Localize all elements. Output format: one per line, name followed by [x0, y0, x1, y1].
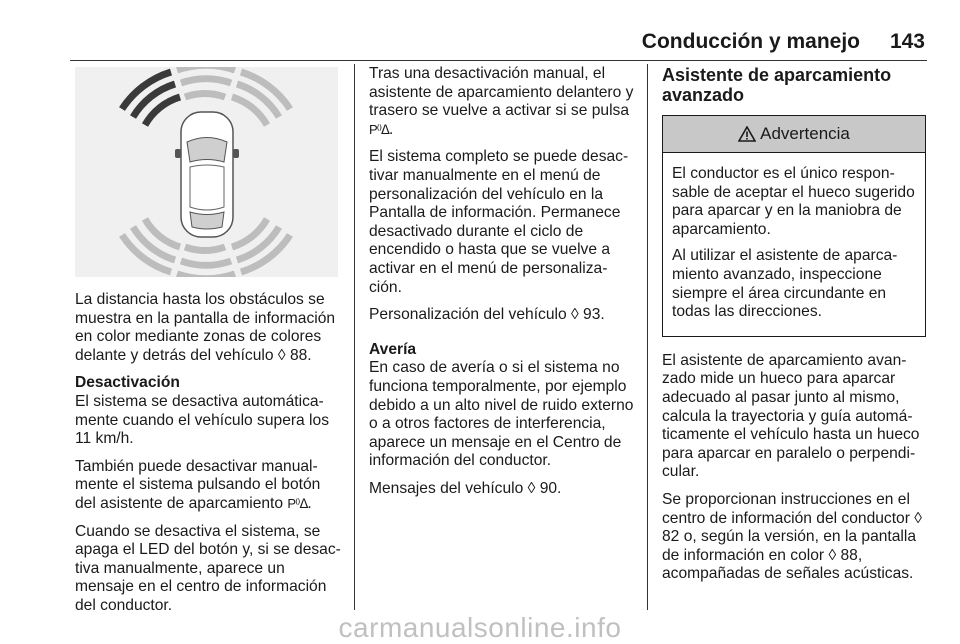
reactivation-text: Tras una desactivación manual, el asistente de aparcamiento delantero y trasero se vuelve a activar si se pulsa P⁽⁾ᐃ. — [369, 65, 634, 138]
deactivation-text-1: El sistema se desactiva automáticamente cuando el vehículo supera los 11 km/h. — [75, 392, 329, 448]
deactivation-text-3: Cuando se desactiva el sistema, se apaga el LED del botón y, si se desactiva manualmente, aparece un mensaje en el centro de información del conductor. — [75, 522, 341, 614]
section-title: Asistente de aparcamiento avanzado — [662, 65, 892, 105]
parking-sensor-figure — [75, 67, 338, 277]
personalization-reference: Personalización del vehículo ◊ 93. — [369, 306, 605, 324]
page-header-title: Conducción y manejo — [641, 30, 860, 53]
warning-triangle-icon — [738, 126, 756, 142]
warning-label: Advertencia — [760, 123, 850, 143]
warning-text-1: El conductor es el único responsable de aceptar el hueco sugerido para aparcar y en la maniobra de aparcamiento. — [672, 165, 915, 238]
warning-text-2: Al utilizar el asistente de aparcamiento avanzado, inspeccione siempre el área circundante en todas las direcciones. — [672, 247, 898, 321]
page-reference: 88. — [289, 346, 312, 364]
reference-arrow-icon: ◊ — [570, 306, 579, 324]
advanced-assist-text-1: El asistente de aparcamiento avanzado mide un hueco para aparcar adecuado al pasar junto al mismo, calcula la trayectoria y guía automáticamente el vehículo hasta un hueco para aparcar en paralelo o perpendicular. — [662, 351, 920, 481]
watermark: carmanualsonline.info — [338, 612, 622, 643]
header-rule — [70, 60, 927, 61]
page-number: 143 — [889, 30, 925, 53]
car-top-view — [175, 112, 239, 237]
deactivation-heading: Desactivación — [75, 374, 180, 392]
column-1 — [75, 291, 345, 625]
reference-arrow-icon: ◊ — [277, 346, 286, 364]
parking-button-icon: P⁽⁾ᐃ — [287, 495, 308, 511]
fault-text: En caso de avería o si el sistema no funciona temporalmente, por ejemplo debido a un alto nivel de ruido externo o a otros factores de interferencia, aparece un mensaje en el Centro de información del conductor. — [369, 359, 634, 470]
advanced-assist-text-2: Se proporcionan instrucciones en el centro de información del conductor ◊ 82 o, según la versión, en la pantalla de información en color ◊ 88, acompañadas de señales acústicas. — [662, 490, 922, 583]
reference-arrow-icon: ◊ — [828, 546, 837, 564]
warning-header — [663, 116, 925, 153]
deactivation-text-2: También puede desactivar manualmente el sistema pulsando el botón del asistente de aparcamiento P⁽⁾ᐃ. — [75, 457, 321, 512]
column-divider-1 — [354, 64, 355, 610]
figure-caption: La distancia hasta los obstáculos se muestra en la pantalla de información en color mediante zonas de colores delante y detrás del vehículo ◊ 88. — [75, 291, 336, 364]
parking-button-icon: P⁽⁾ᐃ — [369, 121, 389, 137]
messages-reference: Mensajes del vehículo ◊ 90. — [369, 479, 562, 497]
column-2 — [369, 65, 634, 507]
reference-arrow-icon: ◊ — [914, 509, 922, 527]
column-3 — [662, 65, 927, 593]
column-divider-2 — [647, 64, 648, 610]
reference-arrow-icon: ◊ — [527, 479, 536, 497]
full-deactivation-text: El sistema completo se puede desactivar manualmente en el menú de personalización del vehículo en la Pantalla de información. Permanece desactivado durante el ciclo de encendido o hasta que se vuelve a activar en el menú de personalización. — [369, 148, 629, 296]
fault-heading: Avería — [369, 340, 417, 358]
warning-box — [662, 115, 926, 337]
